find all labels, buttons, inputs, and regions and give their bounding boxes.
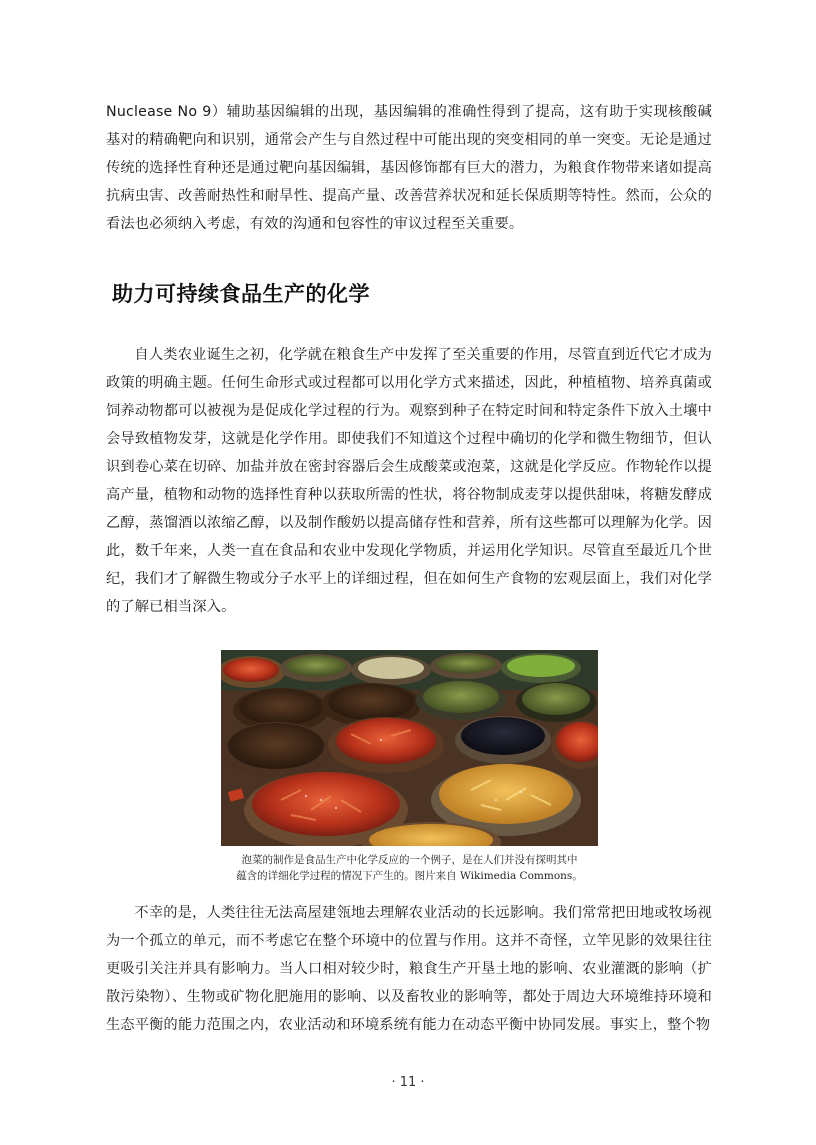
intro-paragraph: Nuclease No 9）辅助基因编辑的出现，基因编辑的准确性得到了提高，这有助于实现核酸碱基对的精确靶向和识别，通常会产生与自然过程中可能出现的突变相同的单一突变。无论是通过传统的选择性育种还是通过靶向基因编辑，基因修饰都有巨大的潜力，为粮食作物带来诸如提高抗病虫害、改善耐热性和耐旱性、提高产量、改善营养状况和延长保质期等特性。然而，公众的看法也必须纳入考虑，有效的沟通和包容性的审议过程至关重要。 <box>106 104 712 232</box>
figure-caption <box>212 852 607 884</box>
chemistry-paragraph: 自人类农业诞生之初，化学就在粮食生产中发挥了至关重要的作用，尽管直到近代它才成为政策的明确主题。任何生命形式或过程都可以用化学方式来描述，因此，种植植物、培养真菌或饲养动物都可以被视为是促成化学过程的行为。观察到种子在特定时间和特定条件下放入土壤中会导致植物发芽，这就是化学作用。即使我们不知道这个过程中确切的化学和微生物细节，但认识到卷心菜在切碎、加盐并放在密封容器后会生成酸菜或泡菜，这就是化学反应。作物轮作以提高产量，植物和动物的选择性育种以获取所需的性状，将谷物制成麦芽以提供甜味，将糖发酵成乙醇，蒸馏酒以浓缩乙醇，以及制作酸奶以提高储存性和营养，所有这些都可以理解为化学。因此，数千年来，人类一直在食品和农业中发现化学物质，并运用化学知识。尽管直至最近几个世纪，我们才了解微生物或分子水平上的详细过程，但在如何生产食物的宏观层面上，我们对化学的了解已相当深入。 <box>106 347 712 615</box>
impact-paragraph: 不幸的是，人类往往无法高屋建瓴地去理解农业活动的长远影响。我们常常把田地或牧场视为一个孤立的单元，而不考虑它在整个环境中的位置与作用。这并不奇怪，立竿见影的效果往往更吸引关注并具有影响力。当人口相对较少时，粮食生产开垦土地的影响、农业灌溉的影响（扩散污染物）、生物或矿物化肥施用的影响、以及畜牧业的影响等，都处于周边大环境维持环境和生态平衡的能力范围之内，农业活动和环境系统有能力在动态平衡中协同发展。事实上，整个物 <box>106 905 712 1033</box>
section-heading: 助力可持续食品生产的化学 <box>112 282 370 306</box>
caption-line-1: 泡菜的制作是食品生产中化学反应的一个例子，是在人们并没有探明其中 <box>241 854 578 866</box>
caption-line-2: 蕴含的详细化学过程的情况下产生的。图片来自 Wikimedia Commons。 <box>236 870 583 882</box>
page-number: · 11 · <box>391 1075 425 1090</box>
kimchi-photo <box>221 650 598 846</box>
